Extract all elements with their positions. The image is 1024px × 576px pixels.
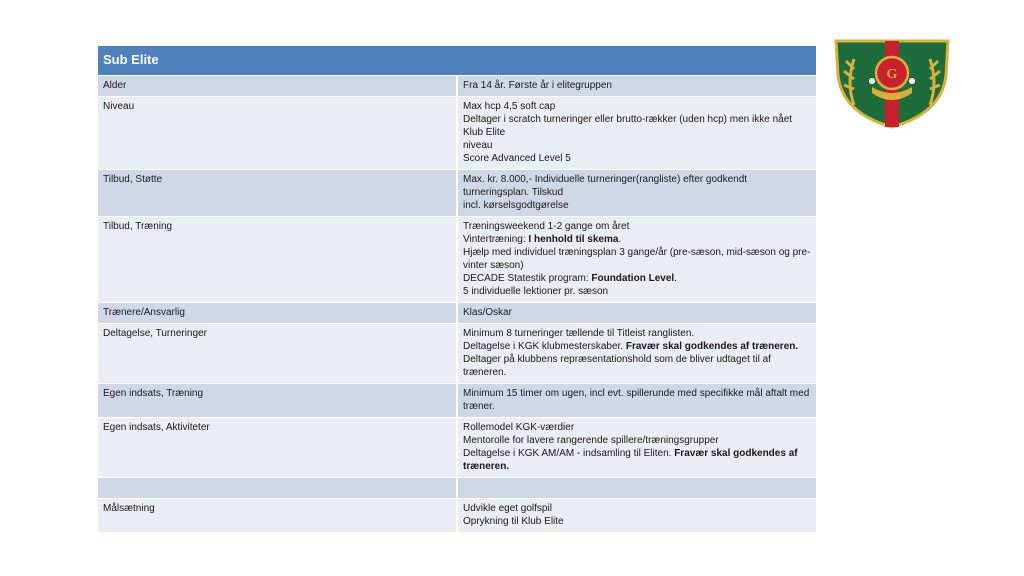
value-line — [463, 272, 811, 285]
value-text: DECADE Statestik program: — [463, 273, 592, 284]
value-line — [463, 139, 811, 152]
value-bold-text: Foundation Level — [591, 273, 675, 284]
value-line — [463, 353, 811, 379]
value-line — [463, 502, 811, 515]
row-value — [457, 418, 816, 478]
value-text: Hjælp med individuel træningsplan 3 gange/år (pre-sæson, mid-sæson og pre-vinter sæson) — [463, 247, 811, 271]
table-row — [98, 170, 816, 217]
table-row — [98, 324, 816, 384]
row-label: Egen indsats, Aktiviteter — [98, 418, 457, 478]
value-bold-text: Fravær skal godkendes af træneren. — [463, 448, 798, 472]
value-line — [463, 246, 811, 272]
program-table — [98, 46, 816, 533]
table-row — [98, 97, 816, 170]
table-title-row — [98, 46, 816, 76]
value-line — [463, 421, 811, 434]
value-text: Klas/Oskar — [463, 307, 512, 318]
value-line — [463, 113, 811, 139]
value-text: 5 individuelle lektioner pr. sæson — [463, 286, 609, 297]
value-text: Deltagelse i KGK AM/AM - indsamling til Eliten. — [463, 448, 675, 459]
club-crest-logo — [832, 35, 952, 130]
value-text: Max hcp 4,5 soft cap — [463, 101, 556, 112]
value-text: Minimum 8 turneringer tællende til Titleist ranglisten. — [463, 328, 695, 339]
value-line — [463, 447, 811, 473]
row-label: Alder — [98, 76, 457, 97]
value-line — [463, 79, 811, 92]
value-bold-text: I henhold til skema — [528, 234, 619, 245]
row-value — [457, 303, 816, 324]
svg-text:G: G — [886, 67, 898, 82]
value-line — [463, 327, 811, 340]
value-text: Minimum 15 timer om ugen, incl evt. spillerunde med specifikke mål aftalt med træner. — [463, 388, 810, 412]
value-text: Træningsweekend 1-2 gange om året — [463, 221, 630, 232]
table-row — [98, 303, 816, 324]
table-title: Sub Elite — [98, 46, 816, 76]
value-line — [463, 199, 811, 212]
row-label: Egen indsats, Træning — [98, 384, 457, 418]
value-line — [463, 152, 811, 165]
table-row — [98, 499, 816, 533]
value-text: Udvikle eget golfspil — [463, 503, 552, 514]
row-label: Trænere/Ansvarlig — [98, 303, 457, 324]
row-value — [457, 324, 816, 384]
row-label: Tilbud, Støtte — [98, 170, 457, 217]
value-line — [463, 233, 811, 246]
value-text: Vintertræning: — [463, 234, 529, 245]
row-value — [457, 499, 816, 533]
value-bold-text: Fravær skal godkendes af træneren. — [625, 341, 799, 352]
row-value — [457, 170, 816, 217]
row-label: Deltagelse, Turneringer — [98, 324, 457, 384]
value-line — [463, 387, 811, 413]
row-label: Målsætning — [98, 499, 457, 533]
value-text: Rollemodel KGK-værdier — [463, 422, 575, 433]
value-line — [463, 100, 811, 113]
value-line — [463, 306, 811, 319]
table-row — [98, 384, 816, 418]
row-value — [457, 76, 816, 97]
row-label — [98, 478, 457, 499]
row-label: Tilbud, Træning — [98, 217, 457, 303]
value-suffix: . — [674, 273, 677, 284]
row-label: Niveau — [98, 97, 457, 170]
value-line — [463, 220, 811, 233]
table-row — [98, 76, 816, 97]
value-text: Deltager i scratch turneringer eller brutto-rækker (uden hcp) men ikke nået Klub Elite — [463, 114, 793, 138]
value-line — [463, 173, 811, 199]
value-text: Max. kr. 8.000,- Individuelle turneringer(rangliste) efter godkendt turneringsplan. Tilskud — [463, 174, 748, 198]
value-text: Deltagelse i KGK klubmesterskaber. — [463, 341, 626, 352]
table-row — [98, 217, 816, 303]
value-text: Score Advanced Level 5 — [463, 153, 571, 164]
table-row — [98, 478, 816, 499]
value-text: Deltager på klubbens repræsentationshold som de bliver udtaget til af træneren. — [463, 354, 771, 378]
table-row — [98, 418, 816, 478]
value-text: Oprykning til Klub Elite — [463, 516, 564, 527]
value-text: Mentorolle for lavere rangerende spillere/træningsgrupper — [463, 435, 719, 446]
value-line — [463, 434, 811, 447]
value-line — [463, 340, 811, 353]
row-value — [457, 97, 816, 170]
value-line — [463, 515, 811, 528]
row-value — [457, 217, 816, 303]
value-suffix: . — [618, 234, 622, 245]
value-text: niveau — [463, 140, 493, 151]
value-line — [463, 285, 811, 298]
value-text: incl. kørselsgodtgørelse — [463, 200, 569, 211]
value-text: Fra 14 år. Første år i elitegruppen — [463, 80, 612, 91]
row-value — [457, 384, 816, 418]
row-value — [457, 478, 816, 499]
